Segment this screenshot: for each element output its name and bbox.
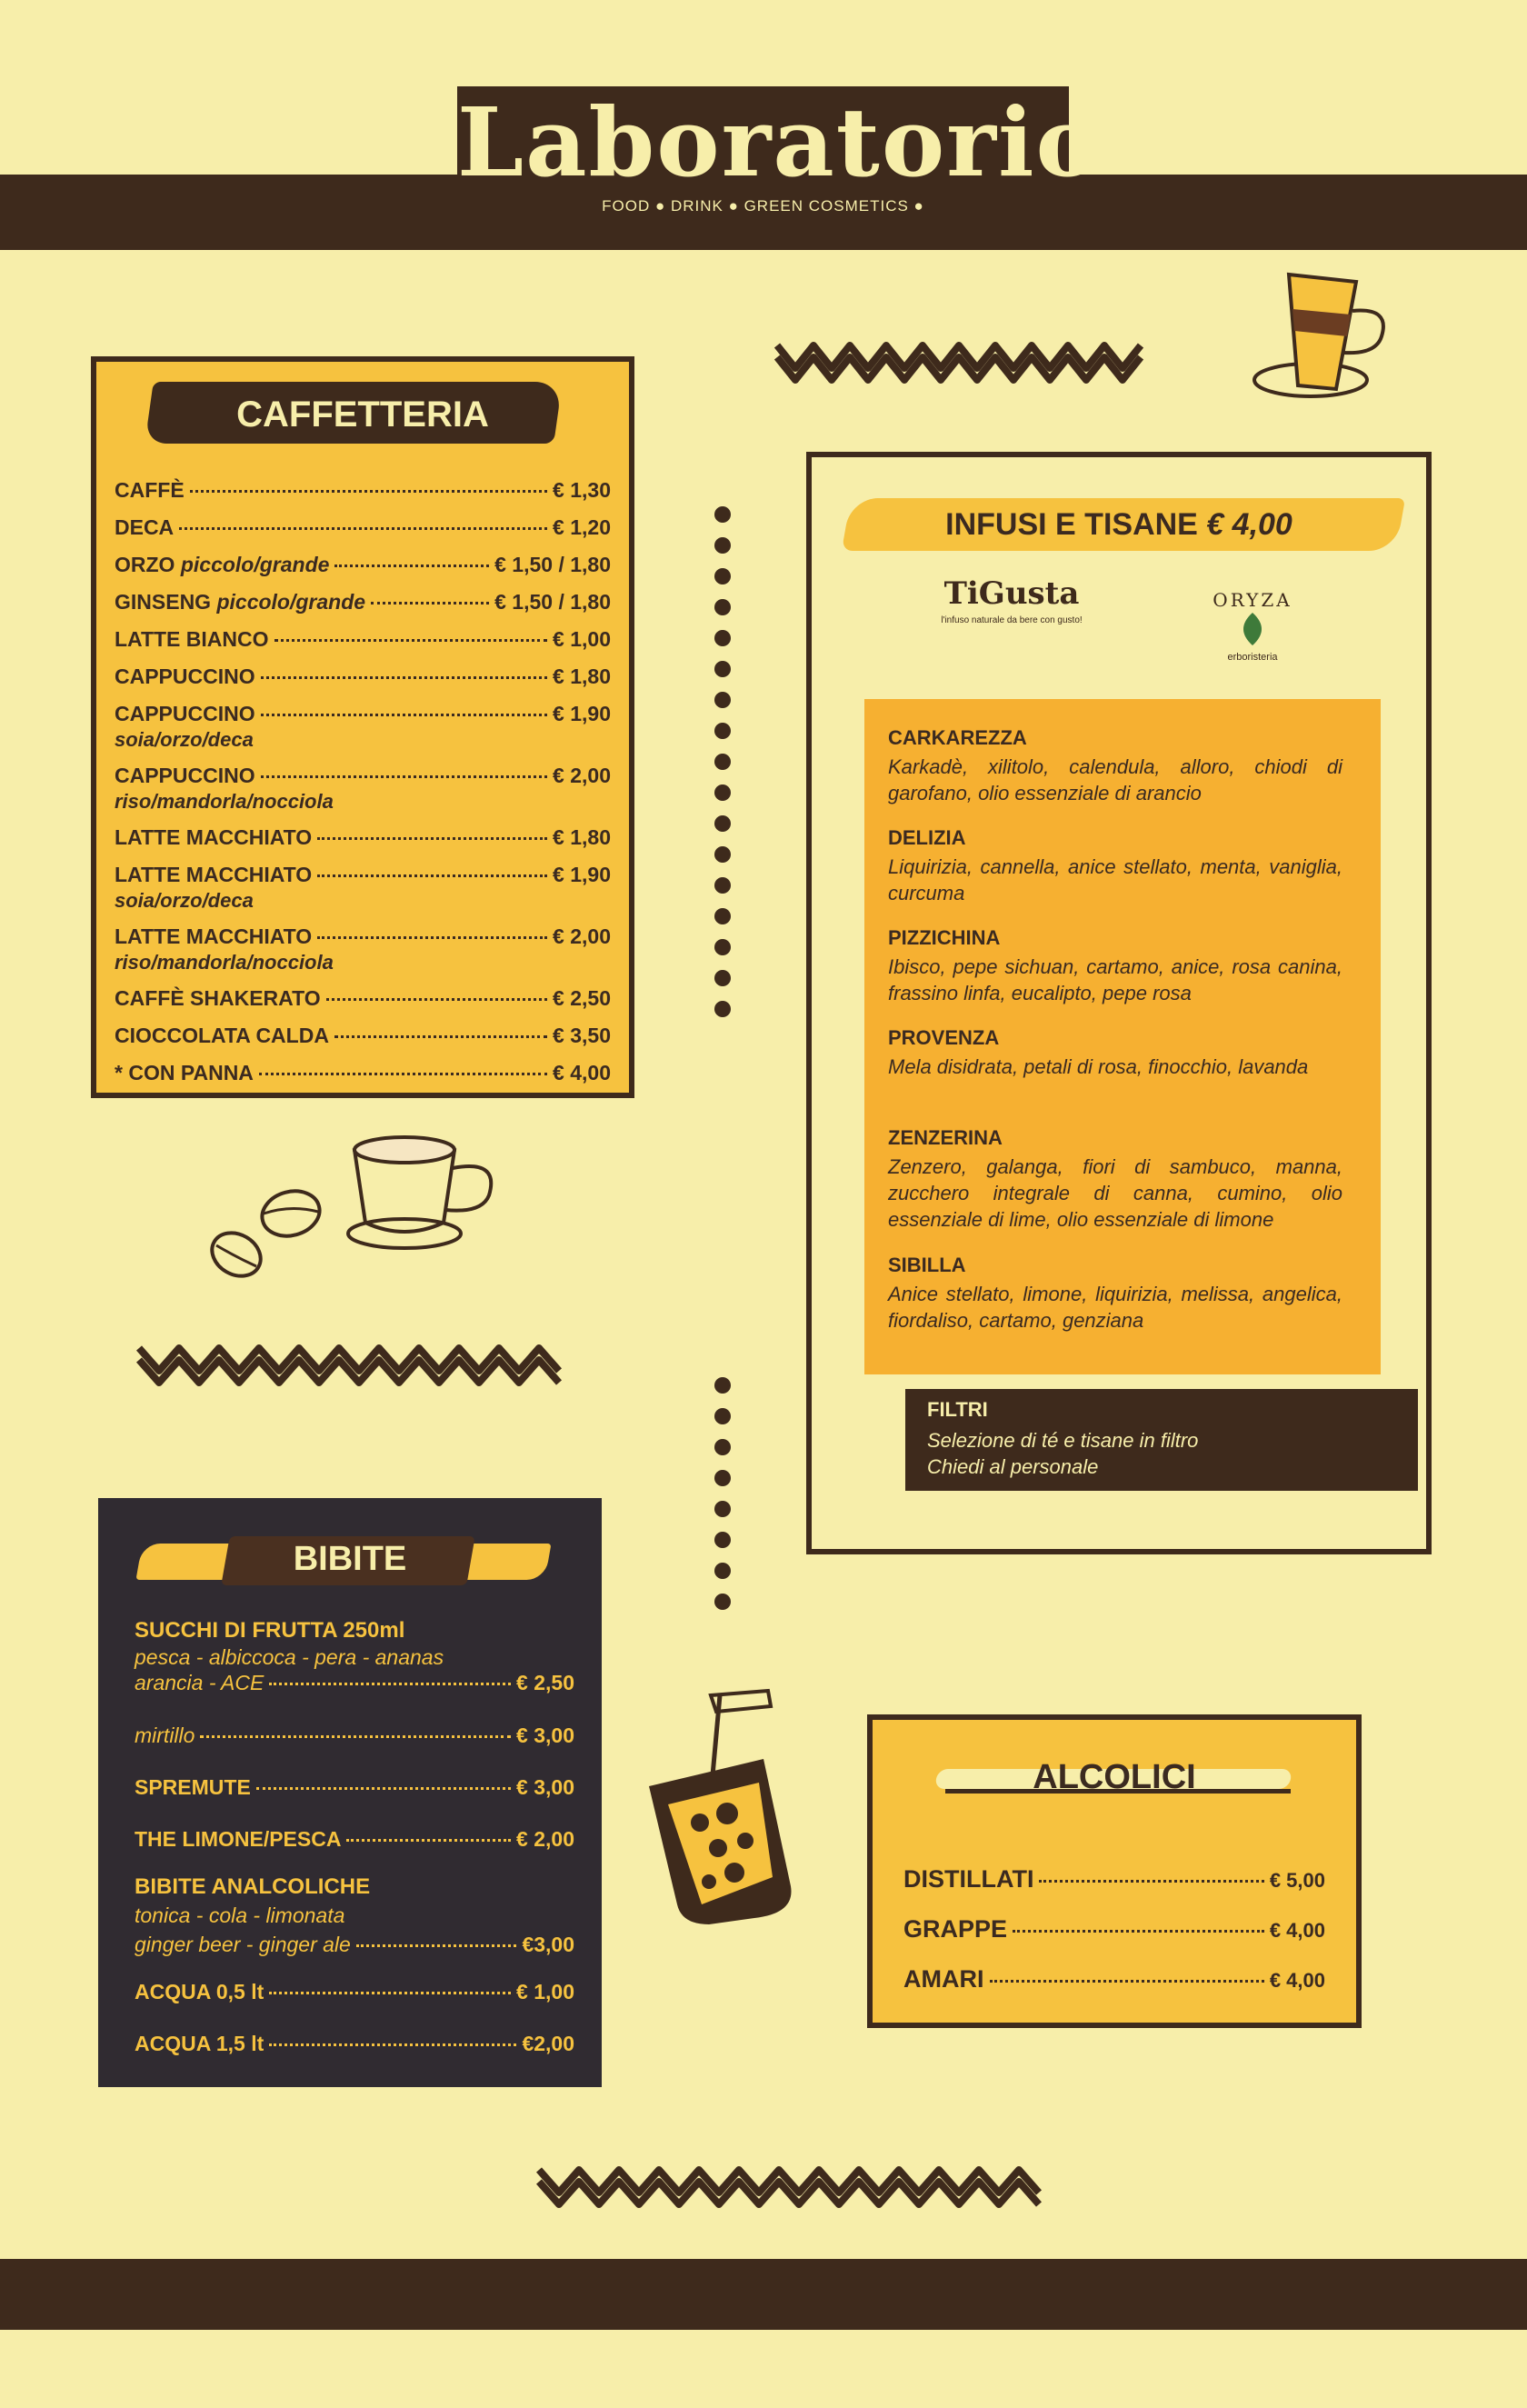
brand-name: Laboratorio	[457, 86, 1101, 198]
coffee-glass-icon	[1245, 264, 1400, 418]
dotted-divider-lower	[714, 1377, 731, 1624]
menu-item-sub: soia/orzo/deca	[115, 889, 254, 912]
menu-item-spremute: SPREMUTE € 3,00	[135, 1775, 574, 1799]
menu-item-the: THE LIMONE/PESCA € 2,00	[135, 1827, 574, 1851]
analcoliche-title: BIBITE ANALCOLICHE	[135, 1874, 371, 1899]
menu-item-sub: soia/orzo/deca	[115, 728, 254, 751]
tigusta-logo: TiGusta l'infuso naturale da bere con gusto!	[941, 575, 1083, 625]
succhi-line1: pesca - albiccoca - pera - ananas	[135, 1645, 444, 1669]
bibite-title: BIBITE	[293, 1540, 407, 1578]
zigzag-decoration-middle	[135, 1334, 571, 1389]
menu-item-sub: riso/mandorla/nocciola	[115, 951, 334, 974]
cappuccino-beans-icon	[200, 1123, 509, 1295]
zigzag-decoration-top	[773, 332, 1154, 386]
soda-cup-icon	[636, 1686, 800, 1941]
dotted-divider-upper	[714, 506, 731, 1032]
succhi-title: SUCCHI DI FRUTTA 250ml	[135, 1618, 405, 1643]
menu-item-cioccolata-calda: CIOCCOLATA CALDA € 3,50	[115, 1024, 611, 1047]
analcoliche-line1: tonica - cola - limonata	[135, 1903, 345, 1927]
filtri-line1: Selezione di té e tisane in filtro	[927, 1429, 1199, 1452]
infusi-panel	[806, 452, 1432, 1554]
menu-item-analcoliche: ginger beer - ginger ale €3,00	[135, 1933, 574, 1956]
filtri-box	[905, 1389, 1418, 1491]
menu-item-sub: riso/mandorla/nocciola	[115, 790, 334, 813]
filtri-line2: Chiedi al personale	[927, 1455, 1099, 1478]
infusi-title: INFUSI E TISANE € 4,00	[945, 507, 1292, 542]
leaf-icon	[1230, 611, 1275, 647]
zigzag-decoration-bottom	[534, 2156, 1053, 2211]
bibite-panel	[98, 1498, 602, 2087]
brand-tagline: FOOD ● DRINK ● GREEN COSMETICS ●	[602, 197, 924, 215]
menu-item-ginseng: GINSENG piccolo/grande € 1,50 / 1,80	[115, 590, 611, 614]
tea-desc: Karkadè, xilitolo, calendula, alloro, chiodi di garofano, olio essenziale di arancio	[888, 755, 1342, 804]
menu-item-distillati: DISTILLATI € 5,00	[903, 1865, 1325, 1893]
menu-item-deca: DECA € 1,20	[115, 515, 611, 539]
menu-item-mirtillo: mirtillo € 3,00	[135, 1724, 574, 1747]
menu-item-succhi: arancia - ACE € 2,50	[135, 1671, 574, 1694]
tea-name: PROVENZA	[888, 1026, 1000, 1049]
caffetteria-panel	[91, 356, 634, 1098]
menu-item-orzo: ORZO piccolo/grande € 1,50 / 1,80	[115, 553, 611, 576]
menu-item-cappuccino-riso: CAPPUCCINO € 2,00	[115, 764, 611, 787]
menu-item-acqua-15: ACQUA 1,5 lt €2,00	[135, 2032, 574, 2055]
menu-item-latte-macchiato-soia: LATTE MACCHIATO € 1,90	[115, 863, 611, 886]
oryza-logo: ORYZA erboristeria	[1213, 589, 1292, 663]
menu-item-caffe: CAFFÈ € 1,30	[115, 478, 611, 502]
tea-name: DELIZIA	[888, 826, 966, 849]
menu-item-con-panna: * CON PANNA € 4,00	[115, 1061, 611, 1084]
menu-item-amari: AMARI € 4,00	[903, 1965, 1325, 1993]
menu-item-acqua-05: ACQUA 0,5 lt € 1,00	[135, 1980, 574, 2003]
tea-desc: Anice stellato, limone, liquirizia, melissa, angelica, fiordaliso, cartamo, genziana	[888, 1283, 1342, 1332]
menu-item-latte-macchiato-riso: LATTE MACCHIATO € 2,00	[115, 924, 611, 948]
tea-name: CARKAREZZA	[888, 726, 1027, 749]
menu-item-latte-bianco: LATTE BIANCO € 1,00	[115, 627, 611, 651]
footer-band	[0, 2259, 1527, 2330]
tea-desc: Mela disidrata, petali di rosa, finocchio, lavanda	[888, 1055, 1309, 1078]
tea-name: PIZZICHINA	[888, 926, 1001, 949]
menu-item-latte-macchiato: LATTE MACCHIATO € 1,80	[115, 825, 611, 849]
alcolici-panel	[867, 1714, 1362, 2028]
tea-desc: Zenzero, galanga, fiori di sambuco, manna, zucchero integrale di canna, cumino, olio essenziale di lime, olio essenziale di limone	[888, 1155, 1342, 1231]
tea-desc: Ibisco, pepe sichuan, cartamo, anice, rosa canina, frassino linfa, eucalipto, pepe rosa	[888, 955, 1342, 1004]
logo	[457, 86, 1101, 223]
caffetteria-title: CAFFETTERIA	[236, 395, 489, 435]
tea-list	[864, 699, 1381, 1374]
menu-item-grappe: GRAPPE € 4,00	[903, 1915, 1325, 1943]
alcolici-title: ALCOLICI	[1033, 1758, 1196, 1796]
menu-item-cappuccino: CAPPUCCINO € 1,80	[115, 664, 611, 688]
tea-name: SIBILLA	[888, 1254, 966, 1276]
tea-desc: Liquirizia, cannella, anice stellato, menta, vaniglia, curcuma	[888, 855, 1342, 904]
menu-item-cappuccino-soia: CAPPUCCINO € 1,90	[115, 702, 611, 725]
filtri-title: FILTRI	[927, 1398, 988, 1421]
tea-name: ZENZERINA	[888, 1126, 1003, 1149]
menu-item-caffe-shakerato: CAFFÈ SHAKERATO € 2,50	[115, 986, 611, 1010]
